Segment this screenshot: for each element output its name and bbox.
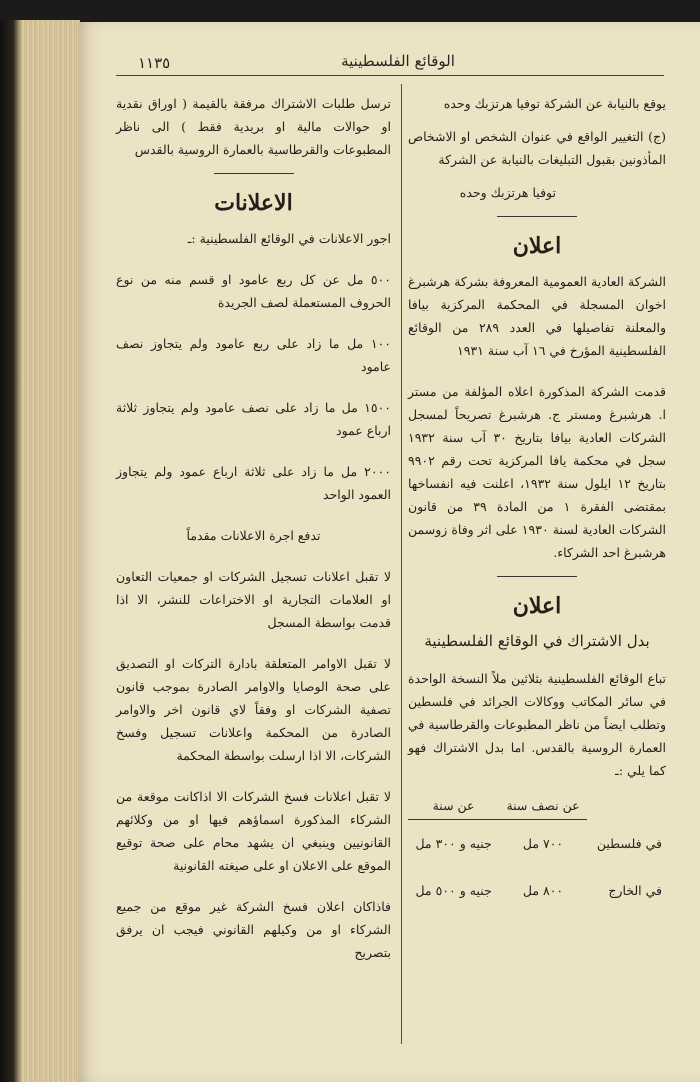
subscription-instructions: ترسل طلبات الاشتراك مرفقة بالقيمة ( اوراق نقدية او حوالات مالية او بريدية فقط ) الى ناظر المطبوعات والقرطاسية بالعمارة الروسية بالقدس (116, 96, 391, 157)
table-header-blank (587, 792, 666, 820)
section-divider (497, 576, 577, 577)
column-divider (401, 84, 402, 1044)
ads-heading: الاعلانات (214, 190, 293, 216)
ad-rate: ١٠٠ مل ما زاد على ربع عامود ولم يتجاوز نصف عامود (116, 336, 391, 374)
book-edge-shadow (0, 20, 22, 1082)
section-divider (497, 216, 577, 217)
ads-rates-title: اجور الاعلانات في الوقائع الفلسطينية :ـ (187, 231, 391, 246)
ad-rate: ٥٠٠ مل عن كل ربع عامود او قسم منه من نوع الحروف المستعملة لصف الجريدة (116, 272, 391, 310)
signed-line: يوقع بالنيابة عن الشركة توفيا هرتزبك وحده (443, 96, 666, 111)
table-cell-place: في الخارج (608, 883, 662, 898)
table-row (408, 820, 666, 868)
table-cell-half-year: ٨٠٠ مل (522, 883, 564, 898)
notice-subheading: بدل الاشتراك في الوقائع الفلسطينية (424, 632, 650, 650)
notice-paragraph: قدمت الشركة المذكورة اعلاه المؤلفة من مستر ا. هرشبرغ ومستر ج. هرشبرغ تصريحاً لمسجل الشركات العادية بيافا بتاريخ ٣٠ آب سنة ١٩٣٢ سجل في محكمة يافا المركزية تحت رقم ٩٩٠٢ بتاريخ ١٢ ايلول سنة ١٩٣٢، اعلنت فيه انفساخها بمقتضى الفقرة ١ من المادة ٣٩ من قانون الشركات العادية لسنة ١٩٣٠ على اثر وفاة زوسمن هرشبرغ احد الشركاء. (408, 384, 667, 560)
ads-rule: فاذاكان اعلان فسخ الشركة غير موقع من جميع الشركاء او من وكيلهم القانوني فيجب ان يرفق بتصريح (116, 899, 391, 960)
ad-rate: ٢٠٠٠ مل ما زاد على ثلاثة ارباع عمود ولم يتجاوز العمود الواحد (116, 464, 391, 502)
signature: توفيا هرتزبك وحده (459, 185, 556, 200)
table-header-row (408, 792, 666, 820)
table-cell-place: في فلسطين (596, 835, 662, 851)
right-column (408, 92, 666, 914)
table-cell-year: جنيه و ٣٠٠ مل (415, 836, 492, 851)
subscription-rates-table (408, 792, 666, 914)
left-column (116, 92, 391, 982)
notice-paragraph: الشركة العادية العمومية المعروفة بشركة هرشبرغ اخوان المسجلة في المحكمة المركزية بيافا والمعلنة تفاصيلها في العدد ٢٨٩ من الوقائع الفلسطينية المؤرخ في ١٦ آب سنة ١٩٣١ (408, 274, 666, 358)
table-header-year: عن سنة (408, 792, 499, 820)
ads-rule: لا تقبل الاوامر المتعلقة بادارة التركات او التصديق على صحة الوصايا والاوامر الصادرة بموجب قانون تصفية الشركات او وفقاً لاي قانون اخر والاوامر الصادرة من المحكمة واعلانات تسجيل وفسخ الشركات، الا اذا ارسلت بواسطة المحكمة (116, 656, 391, 763)
notice-heading: اعلان (512, 593, 562, 619)
table-header-half-year: عن نصف سنة (499, 792, 587, 820)
notice-heading: اعلان (512, 233, 562, 259)
page-number: ١١٣٥ (138, 54, 171, 72)
gazette-page (78, 22, 700, 1082)
prepay-note: تدفع اجرة الاعلانات مقدماً (186, 528, 321, 543)
clause-c: (ج) التغيير الواقع في عنوان الشخص او الاشخاص المأذونين بقبول التبليغات بالنيابة عن الشركة (408, 129, 666, 167)
table-cell-year: جنيه و ٥٠٠ مل (415, 883, 492, 898)
table-row (408, 867, 666, 914)
ads-rule: لا تقبل اعلانات فسخ الشركات الا اذاكانت موقعة من الشركاء المذكورة اسماؤهم فيها او من وكلائهم القانونيين وينبغي ان يشهد محام على صحة توقيع الموقع على الاعلان او على صيغته القانونية (116, 789, 391, 873)
section-divider (214, 173, 294, 174)
header-rule (116, 75, 664, 76)
page-header (78, 48, 700, 88)
subscription-paragraph: تباع الوقائع الفلسطينية بثلاثين ملاً النسخة الواحدة في سائر المكاتب ووكالات الجرائد في فلسطين وتطلب ايضاً من ناظر المطبوعات والقرطاسية في العمارة الروسية بالقدس. اما بدل الاشتراك فهو كما يلي :ـ (408, 671, 666, 778)
ad-rate: ١٥٠٠ مل ما زاد على نصف عامود ولم يتجاوز ثلاثة ارباع عمود (116, 400, 391, 438)
running-title: الوقائع الفلسطينية (341, 52, 455, 70)
table-cell-half-year: ٧٠٠ مل (522, 836, 564, 851)
ads-rule: لا تقبل اعلانات تسجيل الشركات او جمعيات التعاون او العلامات التجارية او الاختراعات للنشر، الا اذا قدمت بواسطة المسجل (116, 569, 391, 630)
